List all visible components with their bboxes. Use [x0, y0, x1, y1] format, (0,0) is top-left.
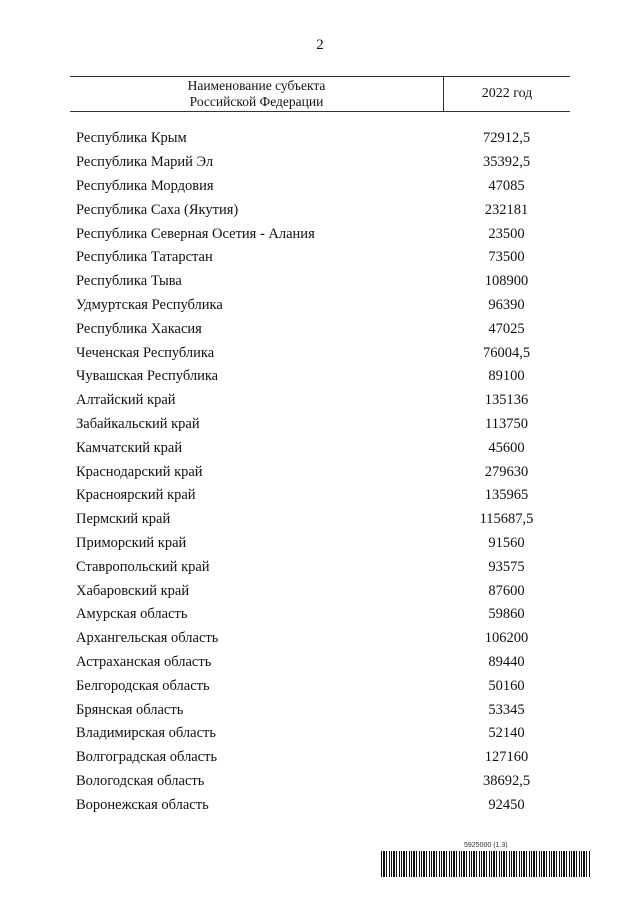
table-row: [76, 127, 570, 151]
subject-value: 106200: [484, 630, 529, 647]
header-name-line2: Российской Федерации: [189, 94, 324, 109]
subject-name: Владимирская область: [76, 725, 216, 742]
subject-value: 47085: [488, 177, 525, 194]
subject-name: Белгородская область: [76, 677, 210, 694]
subject-value: 76004,5: [482, 344, 531, 361]
subject-name: Республика Мордовия: [76, 177, 214, 194]
barcode-image: [381, 851, 591, 877]
table-row: [76, 532, 570, 556]
subject-value: 135965: [484, 487, 529, 504]
subject-value: 92450: [488, 796, 525, 813]
subject-name: Брянская область: [76, 701, 184, 718]
subject-name: Республика Хакасия: [76, 320, 202, 337]
subject-value: 59860: [488, 606, 525, 623]
subject-value: 127160: [484, 749, 529, 766]
subject-value: 52140: [488, 725, 525, 742]
page-number: 2: [316, 37, 324, 53]
table-row: [76, 603, 570, 627]
table-row: [76, 674, 570, 698]
subject-name: Камчатский край: [76, 439, 183, 456]
table-row: [76, 413, 570, 437]
subject-value: 89100: [488, 368, 525, 385]
subject-value: 115687,5: [479, 511, 534, 528]
subject-name: Приморский край: [76, 534, 187, 551]
table-row: [76, 627, 570, 651]
subject-value: 45600: [488, 439, 525, 456]
table-row: [76, 770, 570, 794]
subject-value: 113750: [485, 415, 528, 432]
table-row: [76, 151, 570, 175]
subject-value: 73500: [488, 249, 525, 266]
subject-name: Воронежская область: [76, 796, 209, 813]
table-row: [76, 436, 570, 460]
subject-value: 89440: [488, 653, 525, 670]
header-name-line1: Наименование субъекта: [187, 78, 326, 93]
subject-name: Астраханская область: [76, 653, 212, 670]
table-row: [76, 270, 570, 294]
table-row: [76, 389, 570, 413]
table-header: [70, 76, 570, 112]
table-row: [76, 341, 570, 365]
subject-value: 53345: [488, 701, 525, 718]
subject-name: Чувашская Республика: [76, 368, 219, 385]
table-row: [76, 175, 570, 199]
subject-name: Хабаровский край: [76, 582, 190, 599]
table-row: [76, 294, 570, 318]
table-row: [76, 365, 570, 389]
table-row: [76, 198, 570, 222]
table-row: [76, 722, 570, 746]
subject-value: 135136: [484, 392, 529, 409]
subject-name: Волгоградская область: [76, 749, 218, 766]
subject-value: 232181: [484, 201, 529, 218]
subject-name: Республика Крым: [76, 130, 187, 147]
table-body: [76, 127, 570, 817]
subject-name: Архангельская область: [76, 630, 219, 647]
subject-value: 96390: [488, 296, 525, 313]
subject-name: Забайкальский край: [76, 415, 200, 432]
barcode-label: 5925000 (1.3): [464, 842, 508, 849]
subject-name: Республика Марий Эл: [76, 154, 214, 171]
subject-name: Амурская область: [76, 606, 188, 623]
subject-value: 93575: [488, 558, 525, 575]
subject-value: 23500: [488, 225, 525, 242]
subject-value: 50160: [488, 677, 525, 694]
table-row: [76, 508, 570, 532]
subject-name: Республика Северная Осетия - Алания: [76, 225, 315, 242]
subject-value: 108900: [484, 273, 529, 290]
subject-value: 279630: [484, 463, 529, 480]
table-row: [76, 246, 570, 270]
subject-value: 72912,5: [482, 130, 531, 147]
subject-value: 91560: [488, 534, 525, 551]
subject-name: Республика Саха (Якутия): [76, 201, 239, 218]
subject-name: Республика Тыва: [76, 273, 182, 290]
table-row: [76, 555, 570, 579]
subject-value: 87600: [488, 582, 525, 599]
header-subject-name: [70, 77, 444, 111]
header-year: 2022 год: [481, 86, 533, 101]
table-row: [76, 651, 570, 675]
subject-value: 47025: [488, 320, 525, 337]
subject-value: 35392,5: [482, 154, 531, 171]
subject-value: 38692,5: [482, 772, 531, 789]
table-row: [76, 222, 570, 246]
subject-name: Республика Татарстан: [76, 249, 213, 266]
table-row: [76, 460, 570, 484]
subject-name: Алтайский край: [76, 392, 176, 409]
table-row: [76, 484, 570, 508]
subject-name: Вологодская область: [76, 772, 205, 789]
subject-name: Пермский край: [76, 511, 171, 528]
table-row: [76, 698, 570, 722]
subject-name: Удмуртская Республика: [76, 296, 223, 313]
subject-name: Красноярский край: [76, 487, 196, 504]
subject-name: Чеченская Республика: [76, 344, 215, 361]
table-row: [76, 746, 570, 770]
table-row: [76, 793, 570, 817]
table-row: [76, 579, 570, 603]
subject-name: Краснодарский край: [76, 463, 203, 480]
table-row: [76, 317, 570, 341]
subject-name: Ставропольский край: [76, 558, 210, 575]
